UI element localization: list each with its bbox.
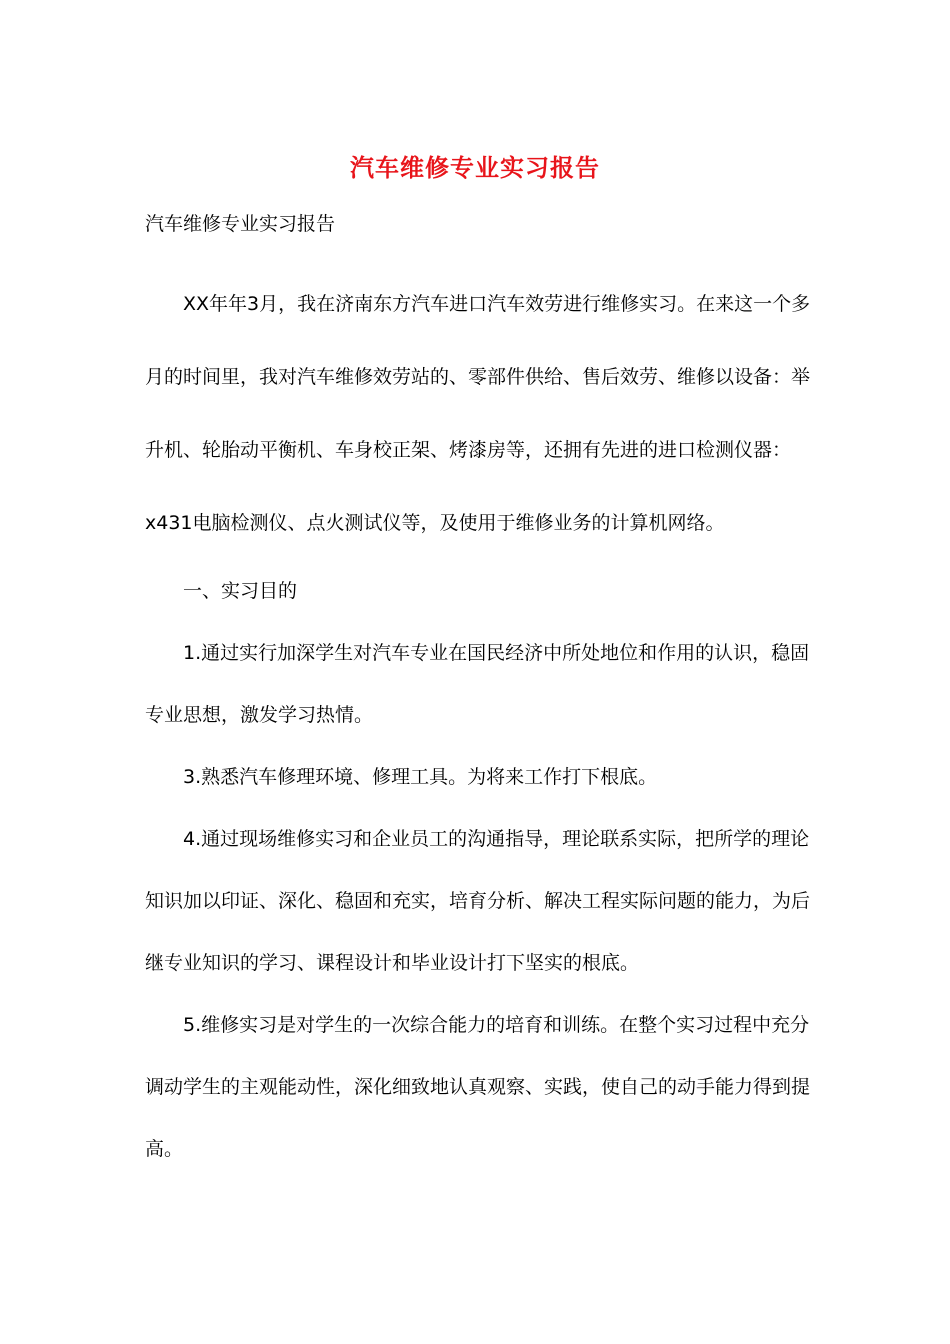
paragraph-item-5: 5.维修实习是对学生的一次综合能力的培育和训练。在整个实习过程中充分调动学生的主观能动性，深化细致地认真观察、实践，使自己的动手能力得到提高。 bbox=[145, 1014, 811, 1160]
paragraph-item-1: 1.通过实行加深学生对汽车专业在国民经济中所处地位和作用的认识，稳固专业思想，激发学习热情。 bbox=[145, 642, 810, 726]
document-body bbox=[145, 268, 815, 1180]
paragraph-intro: XX年年3月，我在济南东方汽车进口汽车效劳进行维修实习。在来这一个多月的时间里，我对汽车维修效劳站的、零部件供给、售后效劳、维修以设备：举升机、轮胎动平衡机、车身校正架、烤漆房等，还拥有先进的进口检测仪器：x431电脑检测仪、点火测试仪等，及使用于维修业务的计算机网络。 bbox=[145, 293, 811, 534]
paragraph-item-4: 4.通过现场维修实习和企业员工的沟通指导，理论联系实际，把所学的理论知识加以印证、深化、稳固和充实，培育分析、解决工程实际问题的能力，为后继专业知识的学习、课程设计和毕业设计打下坚实的根底。 bbox=[145, 828, 811, 974]
section-heading-purpose: 一、实习目的 bbox=[183, 580, 298, 602]
document-title: 汽车维修专业实习报告 bbox=[350, 153, 600, 182]
document-subtitle: 汽车维修专业实习报告 bbox=[145, 213, 336, 235]
paragraph-item-3: 3.熟悉汽车修理环境、修理工具。为将来工作打下根底。 bbox=[183, 766, 658, 788]
